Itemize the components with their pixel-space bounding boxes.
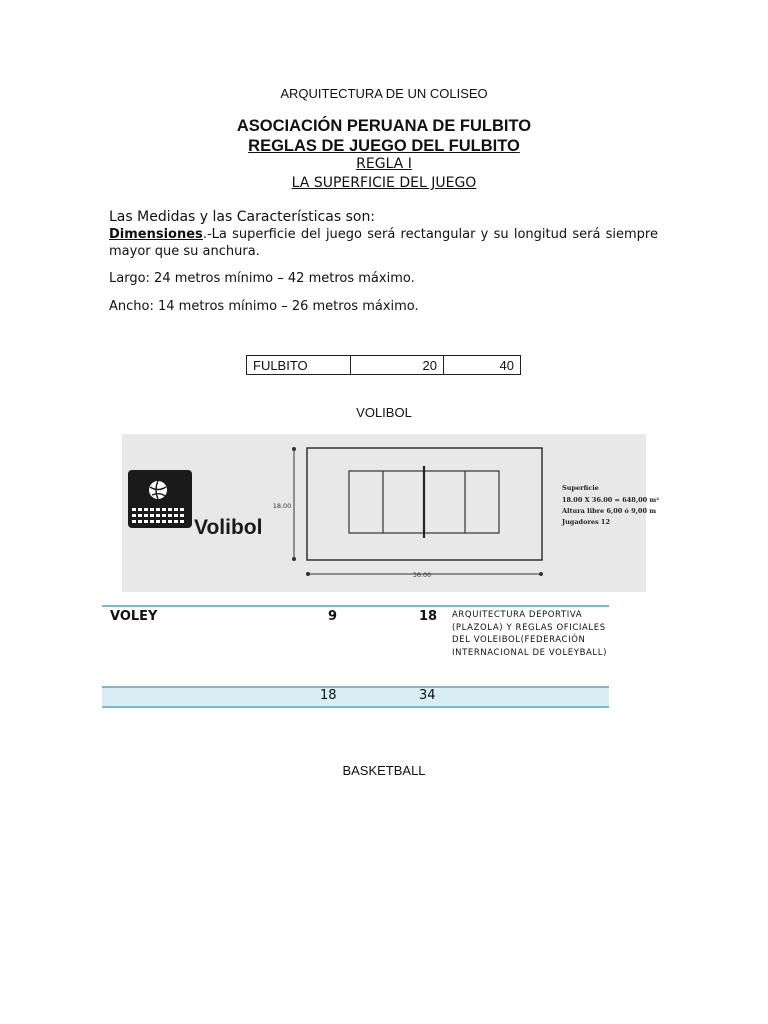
fulbito-name-cell: FULBITO bbox=[247, 356, 351, 375]
basketball-section-label: BASKETBALL bbox=[342, 763, 426, 778]
intro-text: Las Medidas y las Características son: bbox=[109, 209, 376, 225]
width-dimension-label: 36.00 bbox=[412, 571, 432, 579]
table-row bbox=[102, 686, 609, 708]
rules-title: REGLAS DE JUEGO DEL FULBITO bbox=[248, 137, 520, 155]
dimensions-text: .-La superficie del juego será rectangular y su longitud será siempre mayor que su anchura. bbox=[109, 227, 658, 259]
largo-text: Largo: 24 metros mínimo – 42 metros máximo. bbox=[109, 271, 415, 286]
row2-length-cell: 34 bbox=[419, 688, 436, 703]
court-diagram bbox=[122, 434, 660, 592]
table-row bbox=[247, 356, 521, 375]
volibol-section-label: VOLIBOL bbox=[356, 405, 412, 420]
row2-width-cell: 18 bbox=[320, 688, 337, 703]
volleyball-logo-icon bbox=[128, 470, 192, 528]
logo-text: Volibol bbox=[194, 516, 263, 539]
document-header: ARQUITECTURA DE UN COLISEO bbox=[280, 86, 488, 101]
fulbito-width-cell: 20 bbox=[351, 356, 444, 375]
voley-table bbox=[102, 605, 609, 708]
fulbito-length-cell: 40 bbox=[444, 356, 521, 375]
fulbito-table bbox=[246, 355, 521, 375]
table-row bbox=[102, 605, 609, 686]
voley-length-cell: 18 bbox=[419, 609, 438, 624]
voley-source-cell: ARQUITECTURA DEPORTIVA (PLAZOLA) Y REGLAS OFICIALES DEL VOLEIBOL(FEDERACIÓN INTERNACIONAL DE VOLEYBALL) bbox=[452, 610, 608, 658]
info-surface: 18.00 X 36.00 = 648,00 m² bbox=[562, 496, 660, 504]
voley-width-cell: 9 bbox=[328, 609, 338, 624]
height-dimension-label: 18.00 bbox=[272, 502, 292, 510]
dimensions-paragraph bbox=[109, 226, 658, 260]
ancho-text: Ancho: 14 metros mínimo – 26 metros máximo. bbox=[109, 299, 419, 314]
volleyball-court-image bbox=[122, 434, 660, 592]
dimensions-term: Dimensiones bbox=[109, 227, 203, 242]
info-height: Altura libre 6,00 ó 9,00 m bbox=[562, 507, 657, 515]
association-title: ASOCIACIÓN PERUANA DE FULBITO bbox=[236, 117, 532, 135]
rule-number: REGLA I bbox=[356, 156, 412, 172]
info-title: Superficie bbox=[562, 484, 599, 492]
voley-name-cell: VOLEY bbox=[110, 609, 158, 624]
rule-name: LA SUPERFICIE DEL JUEGO bbox=[291, 175, 477, 191]
info-players: Jugadores 12 bbox=[562, 518, 610, 526]
